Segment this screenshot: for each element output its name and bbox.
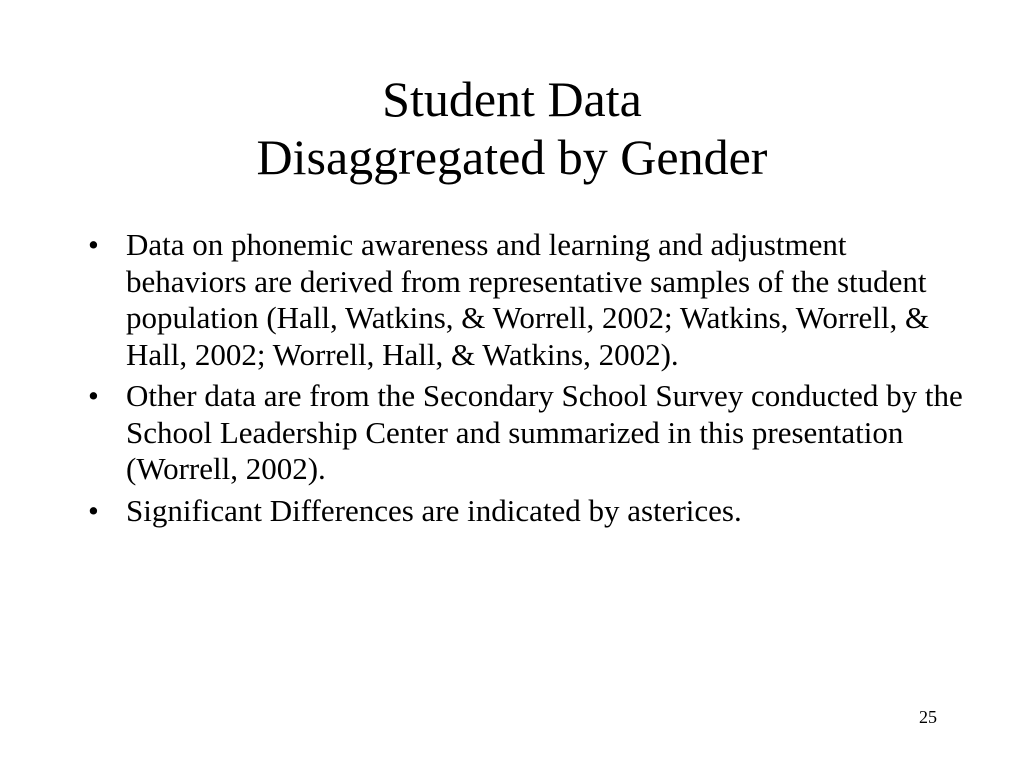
title-line-1: Student Data — [382, 71, 642, 127]
bullet-item — [88, 378, 968, 488]
title-line-2: Disaggregated by Gender — [256, 129, 768, 185]
bullet-item — [88, 227, 968, 373]
slide-title — [0, 70, 1024, 186]
bullet-text: Other data are from the Secondary School Survey conducted by the School Leadership Center and summarized in this presentation (Worrell, 2002). — [126, 378, 963, 486]
bullet-list — [88, 227, 968, 534]
bullet-icon: • — [88, 227, 99, 262]
bullet-icon: • — [88, 492, 99, 528]
bullet-icon: • — [88, 378, 99, 413]
page-number: 25 — [919, 707, 937, 727]
bullet-item — [88, 493, 968, 530]
bullet-text: Data on phonemic awareness and learning and adjustment behaviors are derived from representative samples of the student population (Hall, Watkins, & Worrell, 2002; Watkins, Worrell, & Hall, 2002; Worrell, Hall, & Watkins, 2002). — [126, 227, 930, 372]
bullet-text: Significant Differences are indicated by asterices. — [126, 492, 742, 528]
